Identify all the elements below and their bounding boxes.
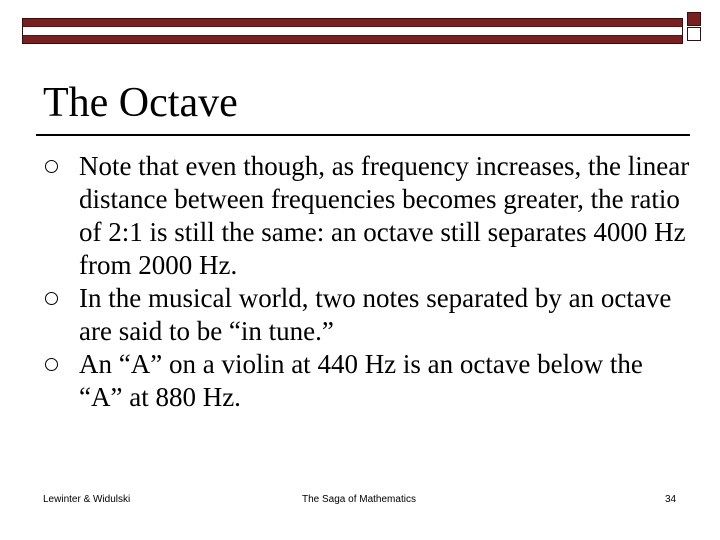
bullet-list: [45, 150, 690, 414]
bullet-circle-icon: [45, 358, 58, 371]
header-decoration-bar: [22, 12, 683, 38]
bullet-item: [45, 150, 690, 282]
bullet-circle-icon: [45, 292, 58, 305]
footer-course-title: The Saga of Mathematics: [302, 494, 416, 505]
footer-page-number: 34: [665, 494, 677, 505]
bullet-item: [45, 348, 690, 414]
footer-authors: Lewinter & Widulski: [43, 494, 131, 505]
bullet-text: Note that even though, as frequency increases, the linear distance between frequencies becomes greater, the ratio of 2:1 is still the same: an octave still separates 4000 Hz from 2000 Hz.: [79, 151, 690, 280]
corner-square-empty: [687, 27, 701, 41]
bullet-text: An “A” on a violin at 440 Hz is an octave below the “A” at 880 Hz.: [79, 349, 643, 412]
corner-square-filled: [687, 12, 701, 26]
header-band-outline: [22, 18, 683, 44]
bullet-circle-icon: [45, 160, 58, 173]
slide-title: The Octave: [43, 80, 238, 126]
header-corner-squares: [687, 12, 703, 42]
bullet-item: [45, 282, 690, 348]
bullet-text: In the musical world, two notes separated by an octave are said to be “in tune.”: [79, 283, 672, 346]
title-underline-rule: [36, 134, 690, 136]
